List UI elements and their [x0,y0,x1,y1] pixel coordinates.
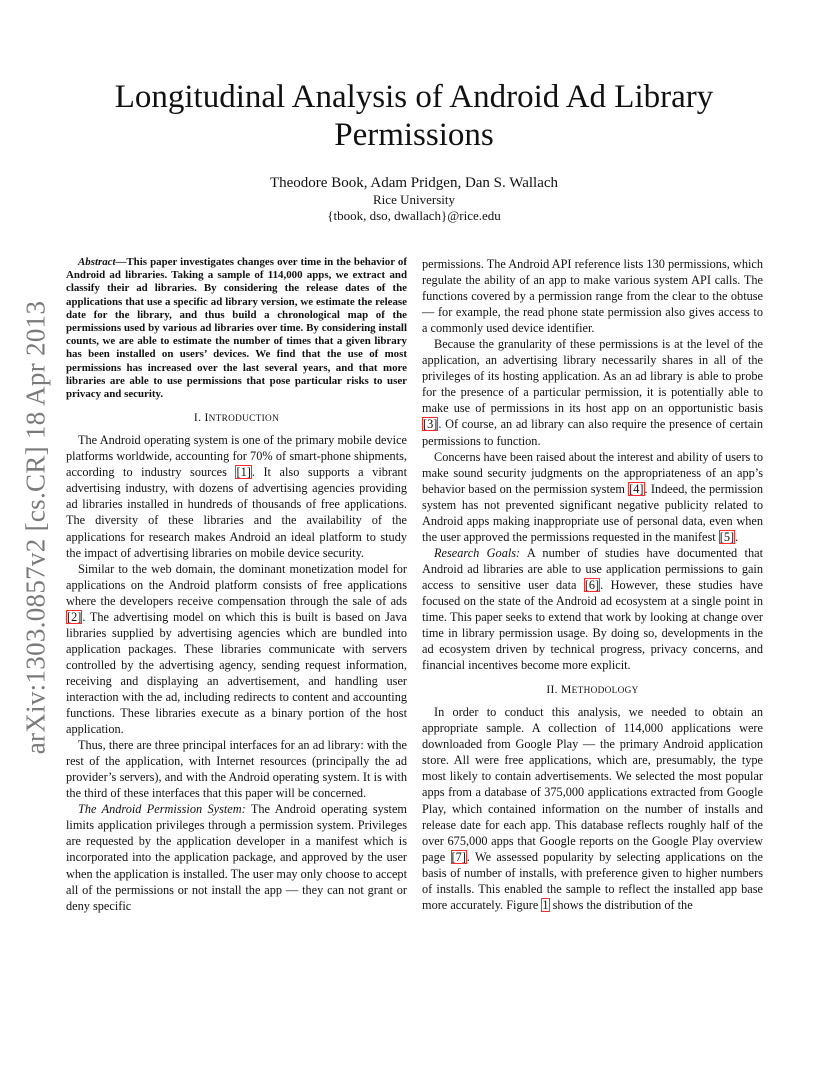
citation-link[interactable]: [1] [236,465,251,480]
intro-paragraph-1: The Android operating system is one of the primary mobile device platforms worldwide, accounting for 70% of smart-phone shipments, according to industry sources [1]. It also supports a vibrant advertising industry, with dozens of advertising agencies providing ad libraries installed in hundreds of thousands of free applications. The diversity of these libraries and the availability of the applications for research makes Android an ideal platform to study the impact of advertising libraries on mobile device security. [66,433,407,560]
intro-paragraph-concerns: Concerns have been raised about the interest and ability of users to make sound security judgments on the appropriateness of an app’s behavior based on the permission system [4]. Indeed, the permission system has not prevented significant negative publicity related to Android apps making inappropriate use of personal data, even when the user approved the permissions requested in the manifest [5]. [422,449,763,544]
left-column [66,256,407,914]
paper-title: Longitudinal Analysis of Android Ad Library Permissions [114,79,714,153]
intro-paragraph-3: Thus, there are three principal interfaces for an ad library: with the rest of the application, with Internet resources (principally the ad provider’s servers), and with the Android operating system. It is with the third of these interfaces that this paper will be concerned. [66,738,407,801]
section-heading-introduction: I. INTRODUCTION [193,411,280,425]
abstract-dash: — [115,256,127,268]
citation-link[interactable]: [4] [629,481,644,496]
methodology-paragraph-1: In order to conduct this analysis, we needed to obtain an appropriate sample. A collection of 114,000 applications were downloaded from Google Play — the primary Android application store. All were free applications, which are, presumably, the type most likely to contain advertisements. We selected the most popular apps from a database of 375,000 applications extracted from Google Play, which contained information on the number of installs and release date for each app. This database reflects roughly half of the over 675,000 apps that Google reports on the Google Play overview page [7]. We assessed popularity by selecting applications on the basis of number of installs, with preference given to higher numbers of installs. This enabled the sample to reflect the installed app base more accurately. Figure 1 shows the distribution of the [422,705,763,912]
abstract-label: Abstract [78,256,116,268]
citation-link[interactable]: [3] [423,417,438,432]
section-heading-methodology: II. METHODOLOGY [546,683,639,697]
intro-paragraph-granularity: Because the granularity of these permissions is at the level of the application, an advertising library necessarily shares in all of the privileges of its hosting application. As an ad library is able to probe for the presence of a particular permission, it is potentially able to make use of permissions in its host app on an opportunistic basis [3]. Of course, an ad library can also require the presence of certain permissions to function. [422,337,763,448]
figure-reference-link[interactable]: 1 [542,897,549,912]
abstract [66,256,407,401]
citation-link[interactable]: [5] [719,529,735,544]
citation-link[interactable]: [7] [451,849,466,864]
author-list: Theodore Book, Adam Pridgen, Dan S. Wallach [269,175,559,191]
paragraph-label: The Android Permission System: [78,802,246,817]
author-emails: {tbook, dso, dwallach}@rice.edu [327,208,501,223]
abstract-text: This paper investigates changes over time in the behavior of Android ad libraries. Taking a sample of 114,000 apps, we extract and classify their ad libraries. By considering the release dates of the applications that use a specific ad library version, we estimate the release date for the library, and thus build a chronological map of the permissions used by various ad libraries over time. By considering install counts, we are able to estimate the number of times that a given library has been installed on users’ devices. We find that the use of most permissions has increased over the last several years, and that more libraries are able to use permissions that pose particular risks to user privacy and security. [66,256,407,401]
intro-paragraph-continued: permissions. The Android API reference lists 130 permissions, which regulate the ability of an app to make various system API calls. The functions covered by a permission range from the clear to the obtuse — for example, the read phone state permission also gives access to a commonly used device identifier. [422,257,763,336]
arxiv-identifier-text: arXiv:1303.0857v2 [cs.CR] 18 Apr 2013 [20,300,51,754]
arxiv-identifier [14,292,58,762]
citation-link[interactable]: [2] [67,609,82,624]
intro-paragraph-2: Similar to the web domain, the dominant monetization model for applications on the Android platform consists of free applications where the developers receive compensation through the sale of ads [2]. The advertising model on which this is built is based on Java libraries supplied by advertising agencies which are bundled into application packages. These libraries communicate with servers controlled by the advertising agency, sending request information, receiving and displaying an advertisement, and handling user interaction with the ad, including redirects to content and accounting functions. These libraries execute as a binary portion of the host application. [66,561,407,737]
paragraph-label: Research Goals: [434,545,521,560]
citation-link[interactable]: [6] [584,577,600,592]
permission-system-paragraph: The Android Permission System: The Android operating system limits application privileges through a permission system. Privileges are requested by the application developer in a manifest which is incorporated into the application package, and approved by the user when the application is installed. The user may only choose to accept all of the permissions or not install the app — they can not grant or deny specific [66,802,407,913]
research-goals-paragraph: Research Goals: A number of studies have documented that Android ad libraries are able to use application permissions to gain access to sensitive user data [6]. However, these studies have focused on the state of the Android ad ecosystem at a single point in time. This paper seeks to extend that work by looking at change over time in library permission usage. By doing so, developments in the ad ecosystem driven by technical progress, privacy concerns, and financial incentives become more explicit. [422,545,763,673]
right-column [422,256,763,913]
affiliation: Rice University [373,192,455,207]
